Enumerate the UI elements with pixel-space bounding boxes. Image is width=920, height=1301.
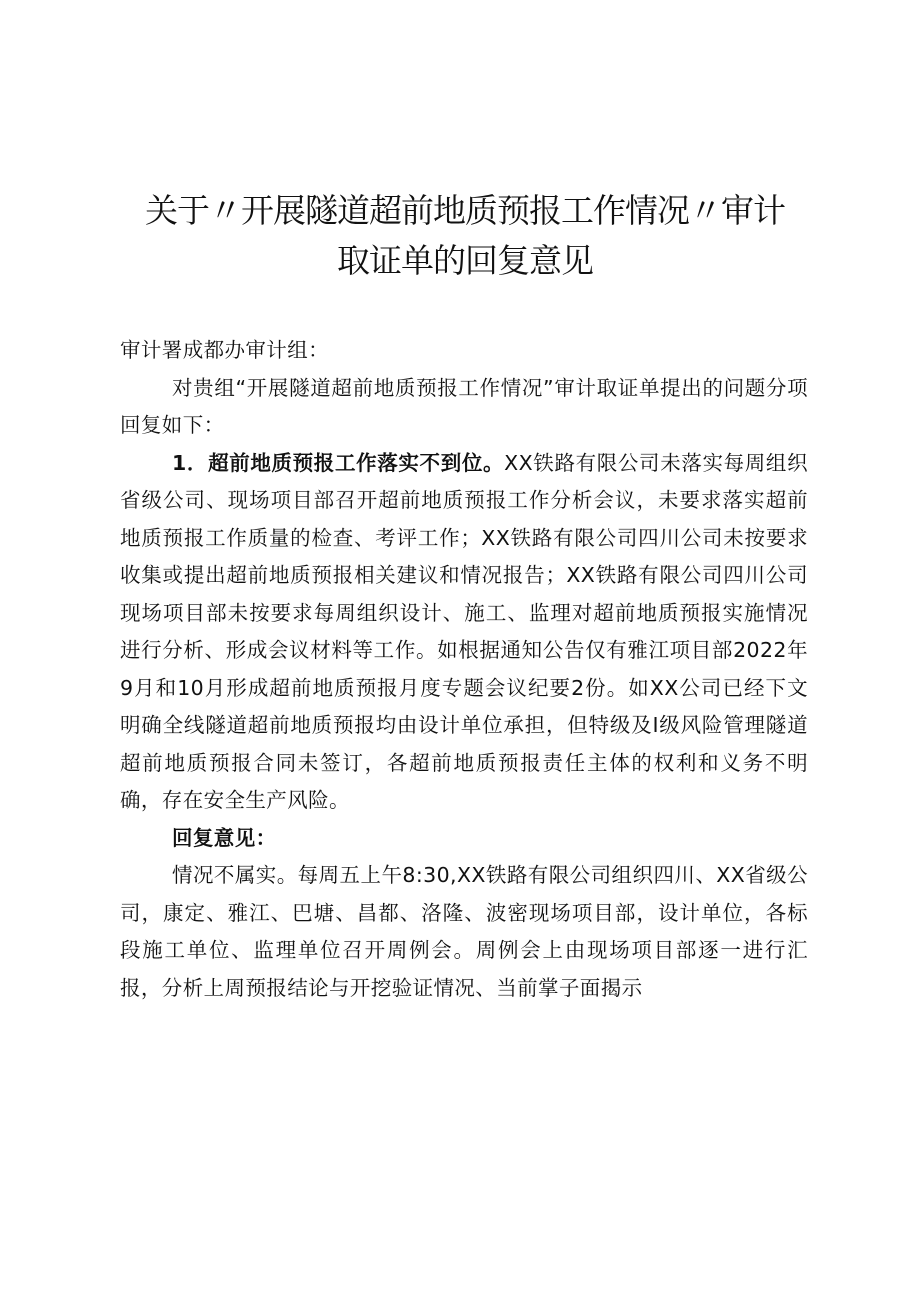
title-line-1: 关于〃开展隧道超前地质预报工作情况〃审计 (145, 191, 785, 230)
item-1-heading: 1．超前地质预报工作落实不到位。 (172, 450, 505, 475)
salutation: 审计署成都办审计组： (120, 338, 329, 362)
item-1-body: XX铁路有限公司未落实每周组织省级公司、现场项目部召开超前地质预报工作分析会议，未要求落实超前地质预报工作质量的检查、考评工作；XX铁路有限公司四川公司未按要求收集或提出超前地质预报相关建议和情况报告；XX铁路有限公司四川公司现场项目部未按要求每周组织设计、施工、监理对超前地质预报实施情况进行分析、形成会议材料等工作。如根据通知公告仅有雅江项目部2022年9月和10月形成超前地质预报月度专题会议纪要2份。如XX公司已经下文明确全线隧道超前地质预报均由设计单位承担，但特级及I级风险管理隧道超前地质预报合同未签订，各超前地质预报责任主体的权利和义务不明确，存在安全生产风险。 (120, 450, 808, 812)
reply-paragraph: 情况不属实。每周五上午8:30,XX铁路有限公司组织四川、XX省级公司，康定、雅江、巴塘、昌都、洛隆、波密现场项目部，设计单位，各标段施工单位、监理单位召开周例会。周例会上由现场项目部逐一进行汇报，分析上周预报结论与开挖验证情况、当前掌子面揭示 (120, 863, 808, 1000)
reply-heading: 回复意见： (172, 825, 277, 850)
title-line-2: 取证单的回复意见 (337, 241, 593, 280)
item-1-paragraph (120, 445, 808, 820)
document-body (120, 332, 808, 1007)
document-title (120, 186, 810, 286)
intro-paragraph: 对贵组“开展隧道超前地质预报工作情况”审计取证单提出的问题分项回复如下： (120, 375, 808, 437)
